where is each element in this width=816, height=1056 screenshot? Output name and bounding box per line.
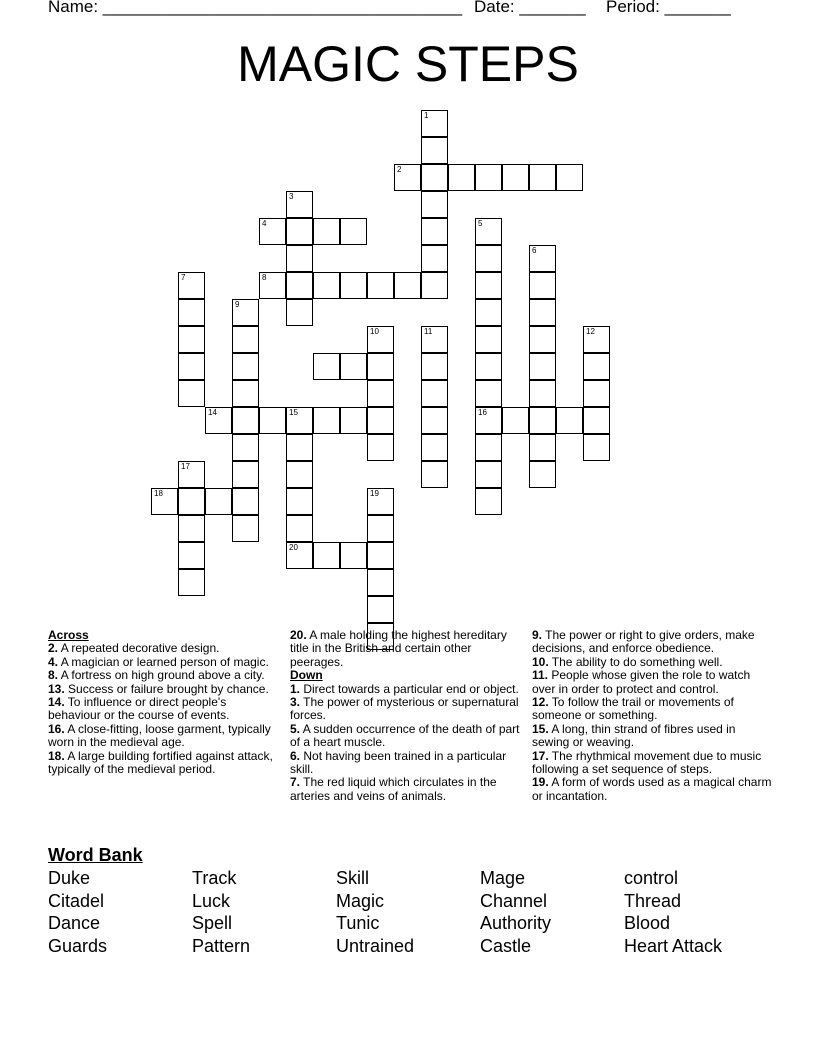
clue-item-number: 6. [290,748,301,763]
grid-cell[interactable] [421,137,448,164]
clue-item-text: The power of mysterious or supernatural forces. [290,695,519,723]
down-clue-list [290,683,522,804]
grid-cell[interactable] [286,299,313,326]
clue-number: 17 [181,462,190,471]
clue-number: 11 [424,327,433,336]
clue-number: 20 [289,543,298,552]
clue-number: 4 [262,219,267,228]
clue-item-number: 9. [532,628,543,642]
grid-cell[interactable] [367,380,394,407]
grid-cell[interactable] [367,326,394,353]
clue-item [48,750,280,777]
grid-cell[interactable] [367,488,394,515]
word-bank-entry: control [624,868,679,888]
grid-cell[interactable] [475,218,502,245]
clue-item [48,669,280,682]
clue-item-text: The ability to do something well. [548,654,723,669]
clue-item-text: Success or failure brought by chance. [64,681,269,696]
grid-cell[interactable] [502,164,529,191]
clue-number: 16 [478,408,487,417]
name-field[interactable]: Name: ______________________________________ [48,0,463,16]
grid-cell[interactable] [475,461,502,488]
grid-cell[interactable] [556,407,583,434]
clue-item-text: A long, thin strand of fibres used in sewing or weaving. [532,721,736,750]
grid-cell[interactable] [475,380,502,407]
clue-number: 5 [478,219,483,228]
grid-cell[interactable] [475,407,502,434]
grid-cell[interactable] [178,569,205,596]
grid-cell[interactable] [232,380,259,407]
clue-item [290,776,522,803]
grid-cell[interactable] [178,353,205,380]
grid-cell[interactable] [367,569,394,596]
down-clue-list-continued [532,629,772,803]
grid-cell[interactable] [367,515,394,542]
clue-number: 10 [370,327,379,336]
grid-cell[interactable] [583,434,610,461]
word-bank-entry: Channel [480,890,548,911]
clue-item-text: A magician or learned person of magic. [58,654,269,669]
grid-cell[interactable] [178,326,205,353]
clue-item [532,696,772,723]
grid-cell[interactable] [394,164,421,191]
clue-item-text: To influence or direct people's behaviour or the course of events. [48,695,230,723]
clue-number: 19 [370,489,379,498]
across-heading: Across [48,628,89,642]
grid-cell[interactable] [232,461,259,488]
word-bank-entry: Authority [480,913,552,934]
grid-cell[interactable] [421,353,448,380]
clue-item-number: 12. [532,695,549,710]
grid-cell[interactable] [367,407,394,434]
word-bank-entry: Pattern [192,936,251,957]
clue-item-number: 16. [48,721,65,736]
grid-cell[interactable] [529,461,556,488]
grid-cell[interactable] [286,542,313,569]
clue-item-number: 2. [48,641,59,656]
grid-cell[interactable] [583,380,610,407]
grid-cell[interactable] [340,353,367,380]
clue-item [290,683,522,696]
grid-cell[interactable] [232,353,259,380]
clues-column-3 [532,629,772,803]
grid-cell[interactable] [286,407,313,434]
grid-cell[interactable] [178,542,205,569]
grid-cell[interactable] [232,326,259,353]
clue-item-text: People whose given the role to watch over in order to protect and control. [532,668,751,696]
clue-number: 14 [208,408,217,417]
grid-cell[interactable] [421,380,448,407]
across-clue-list [48,642,280,776]
clue-item [290,723,522,750]
grid-cell[interactable] [178,380,205,407]
clues-column-2 [290,629,522,803]
clue-number: 6 [532,246,537,255]
grid-cell[interactable] [151,488,178,515]
clue-item-number: 14. [48,695,65,710]
grid-cell[interactable] [232,488,259,515]
date-field[interactable]: Date: _______ [474,0,586,16]
word-bank-entry: Magic [336,890,385,911]
clue-item-number: 7. [290,775,301,790]
clue-item-number: 17. [532,748,549,763]
grid-cell[interactable] [286,245,313,272]
grid-cell[interactable] [421,218,448,245]
grid-cell[interactable] [232,407,259,434]
clue-number: 8 [262,273,267,282]
grid-cell[interactable] [475,326,502,353]
clue-number: 15 [289,408,298,417]
grid-cell[interactable] [529,326,556,353]
clue-item [48,656,280,669]
grid-cell[interactable] [421,326,448,353]
grid-cell[interactable] [475,245,502,272]
clue-item-number: 11. [532,668,549,683]
clue-item-number: 15. [532,721,549,736]
clue-item-text: A close-fitting, loose garment, typically worn in the medieval age. [48,721,271,750]
grid-cell[interactable] [286,434,313,461]
clue-item-text: The red liquid which circulates in the arteries and veins of animals. [290,775,497,803]
clue-item-text: A repeated decorative design. [58,641,220,656]
grid-cell[interactable] [529,164,556,191]
grid-cell[interactable] [313,542,340,569]
clue-item [532,656,772,669]
grid-cell[interactable] [286,272,313,299]
grid-cell[interactable] [475,434,502,461]
clue-item [532,723,772,750]
clue-item-text: A male holding the highest hereditary title in the British and certain other peerages. [290,628,507,669]
clue-item-number: 1. [290,681,301,696]
clue-item [290,750,522,777]
grid-cell[interactable] [178,272,205,299]
across-clue-list-continued [290,629,522,669]
word-bank-entry: Heart Attack [624,936,723,957]
clue-item-number: 3. [290,695,301,710]
word-bank-entry: Citadel [48,890,105,911]
grid-cell[interactable] [313,353,340,380]
grid-cell[interactable] [421,407,448,434]
grid-cell[interactable] [313,272,340,299]
grid-cell[interactable] [286,488,313,515]
grid-cell[interactable] [529,353,556,380]
clue-item [532,776,772,803]
grid-cell[interactable] [475,488,502,515]
grid-cell[interactable] [286,461,313,488]
clue-number: 9 [235,300,240,309]
word-bank-entry: Guards [48,936,108,957]
clue-item-number: 13. [48,681,65,696]
clue-item [48,696,280,723]
grid-cell[interactable] [421,191,448,218]
clue-item-number: 18. [48,748,65,763]
word-bank-title: Word Bank [48,845,143,865]
clue-item-text: The rhythmical movement due to music following a set sequence of steps. [532,748,762,777]
clue-item-text: A sudden occurrence of the death of part of a heart muscle. [290,721,520,750]
word-bank-entry: Thread [624,890,682,911]
clue-item [48,723,280,750]
clue-number: 1 [424,111,429,120]
grid-cell[interactable] [286,191,313,218]
clue-item-text: The power or right to give orders, make decisions, and enforce obedience. [532,628,755,656]
grid-cell[interactable] [259,407,286,434]
grid-cell[interactable] [340,542,367,569]
grid-cell[interactable] [178,488,205,515]
grid-cell[interactable] [583,353,610,380]
grid-cell[interactable] [529,272,556,299]
word-bank-entry: Track [192,868,237,888]
clue-number: 12 [586,327,595,336]
word-bank-entry: Untrained [336,936,415,957]
clues-column-1 [48,629,280,776]
clue-number: 3 [289,192,294,201]
word-bank-entry: Spell [192,913,233,934]
grid-cell[interactable] [259,272,286,299]
grid-cell[interactable] [421,164,448,191]
grid-cell[interactable] [205,488,232,515]
clue-item-text: A form of words used as a magical charm or incantation. [532,775,772,803]
word-bank-entry: Dance [48,913,101,934]
grid-cell[interactable] [232,515,259,542]
grid-cell[interactable] [367,434,394,461]
clue-item-number: 4. [48,654,59,669]
grid-cell[interactable] [178,515,205,542]
grid-cell[interactable] [205,407,232,434]
grid-cell[interactable] [475,164,502,191]
clue-item-text: Direct towards a particular end or object. [300,681,519,696]
grid-cell[interactable] [529,434,556,461]
grid-cell[interactable] [448,164,475,191]
grid-cell[interactable] [259,218,286,245]
word-bank-entry: Skill [336,868,370,888]
clue-item [290,629,522,669]
clue-item [532,629,772,656]
clue-item-number: 10. [532,654,549,669]
clue-item-number: 8. [48,668,59,683]
grid-cell[interactable] [529,407,556,434]
word-bank-entry: Mage [480,868,526,888]
grid-cell[interactable] [232,434,259,461]
grid-cell[interactable] [529,299,556,326]
grid-cell[interactable] [367,272,394,299]
grid-cell[interactable] [313,218,340,245]
clue-item [48,642,280,655]
grid-cell[interactable] [421,245,448,272]
grid-cell[interactable] [529,380,556,407]
grid-cell[interactable] [556,164,583,191]
grid-cell[interactable] [421,110,448,137]
clue-item-number: 20. [290,628,307,642]
down-heading: Down [290,668,323,683]
grid-cell[interactable] [367,596,394,623]
grid-cell[interactable] [529,245,556,272]
clue-item [290,696,522,723]
clue-item-text: A large building fortified against attack, typically of the medieval period. [48,748,273,777]
clue-item [532,750,772,777]
grid-cell[interactable] [340,407,367,434]
word-bank-entry: Blood [624,913,671,934]
grid-cell[interactable] [583,407,610,434]
grid-cell[interactable] [340,272,367,299]
clue-item-number: 19. [532,775,549,790]
grid-cell[interactable] [313,407,340,434]
clue-item-number: 5. [290,721,301,736]
grid-cell[interactable] [583,326,610,353]
word-bank-entry: Castle [480,936,532,957]
word-bank-entry: Duke [48,868,91,888]
puzzle-title: MAGIC STEPS [237,36,579,92]
period-field[interactable]: Period: _______ [606,0,731,16]
clue-item-text: To follow the trail or movements of someone or something. [532,695,734,723]
clue-number: 18 [154,489,163,498]
clue-item-text: A fortress on high ground above a city. [58,668,265,683]
word-bank-entry: Tunic [336,913,380,934]
grid-cell[interactable] [178,299,205,326]
clue-number: 2 [397,165,402,174]
clue-number: 7 [181,273,186,282]
grid-cell[interactable] [178,461,205,488]
grid-cell[interactable] [286,218,313,245]
grid-cell[interactable] [475,353,502,380]
grid-cell[interactable] [475,299,502,326]
clue-item [48,683,280,696]
grid-cell[interactable] [475,272,502,299]
grid-cell[interactable] [421,272,448,299]
grid-cell[interactable] [421,461,448,488]
grid-cell[interactable] [421,434,448,461]
grid-cell[interactable] [286,515,313,542]
grid-cell[interactable] [367,542,394,569]
grid-cell[interactable] [232,299,259,326]
grid-cell[interactable] [502,407,529,434]
word-bank-entry: Luck [192,890,231,911]
clue-item-text: Not having been trained in a particular skill. [290,748,507,777]
grid-cell[interactable] [394,272,421,299]
grid-cell[interactable] [367,353,394,380]
clue-item [532,669,772,696]
grid-cell[interactable] [340,218,367,245]
